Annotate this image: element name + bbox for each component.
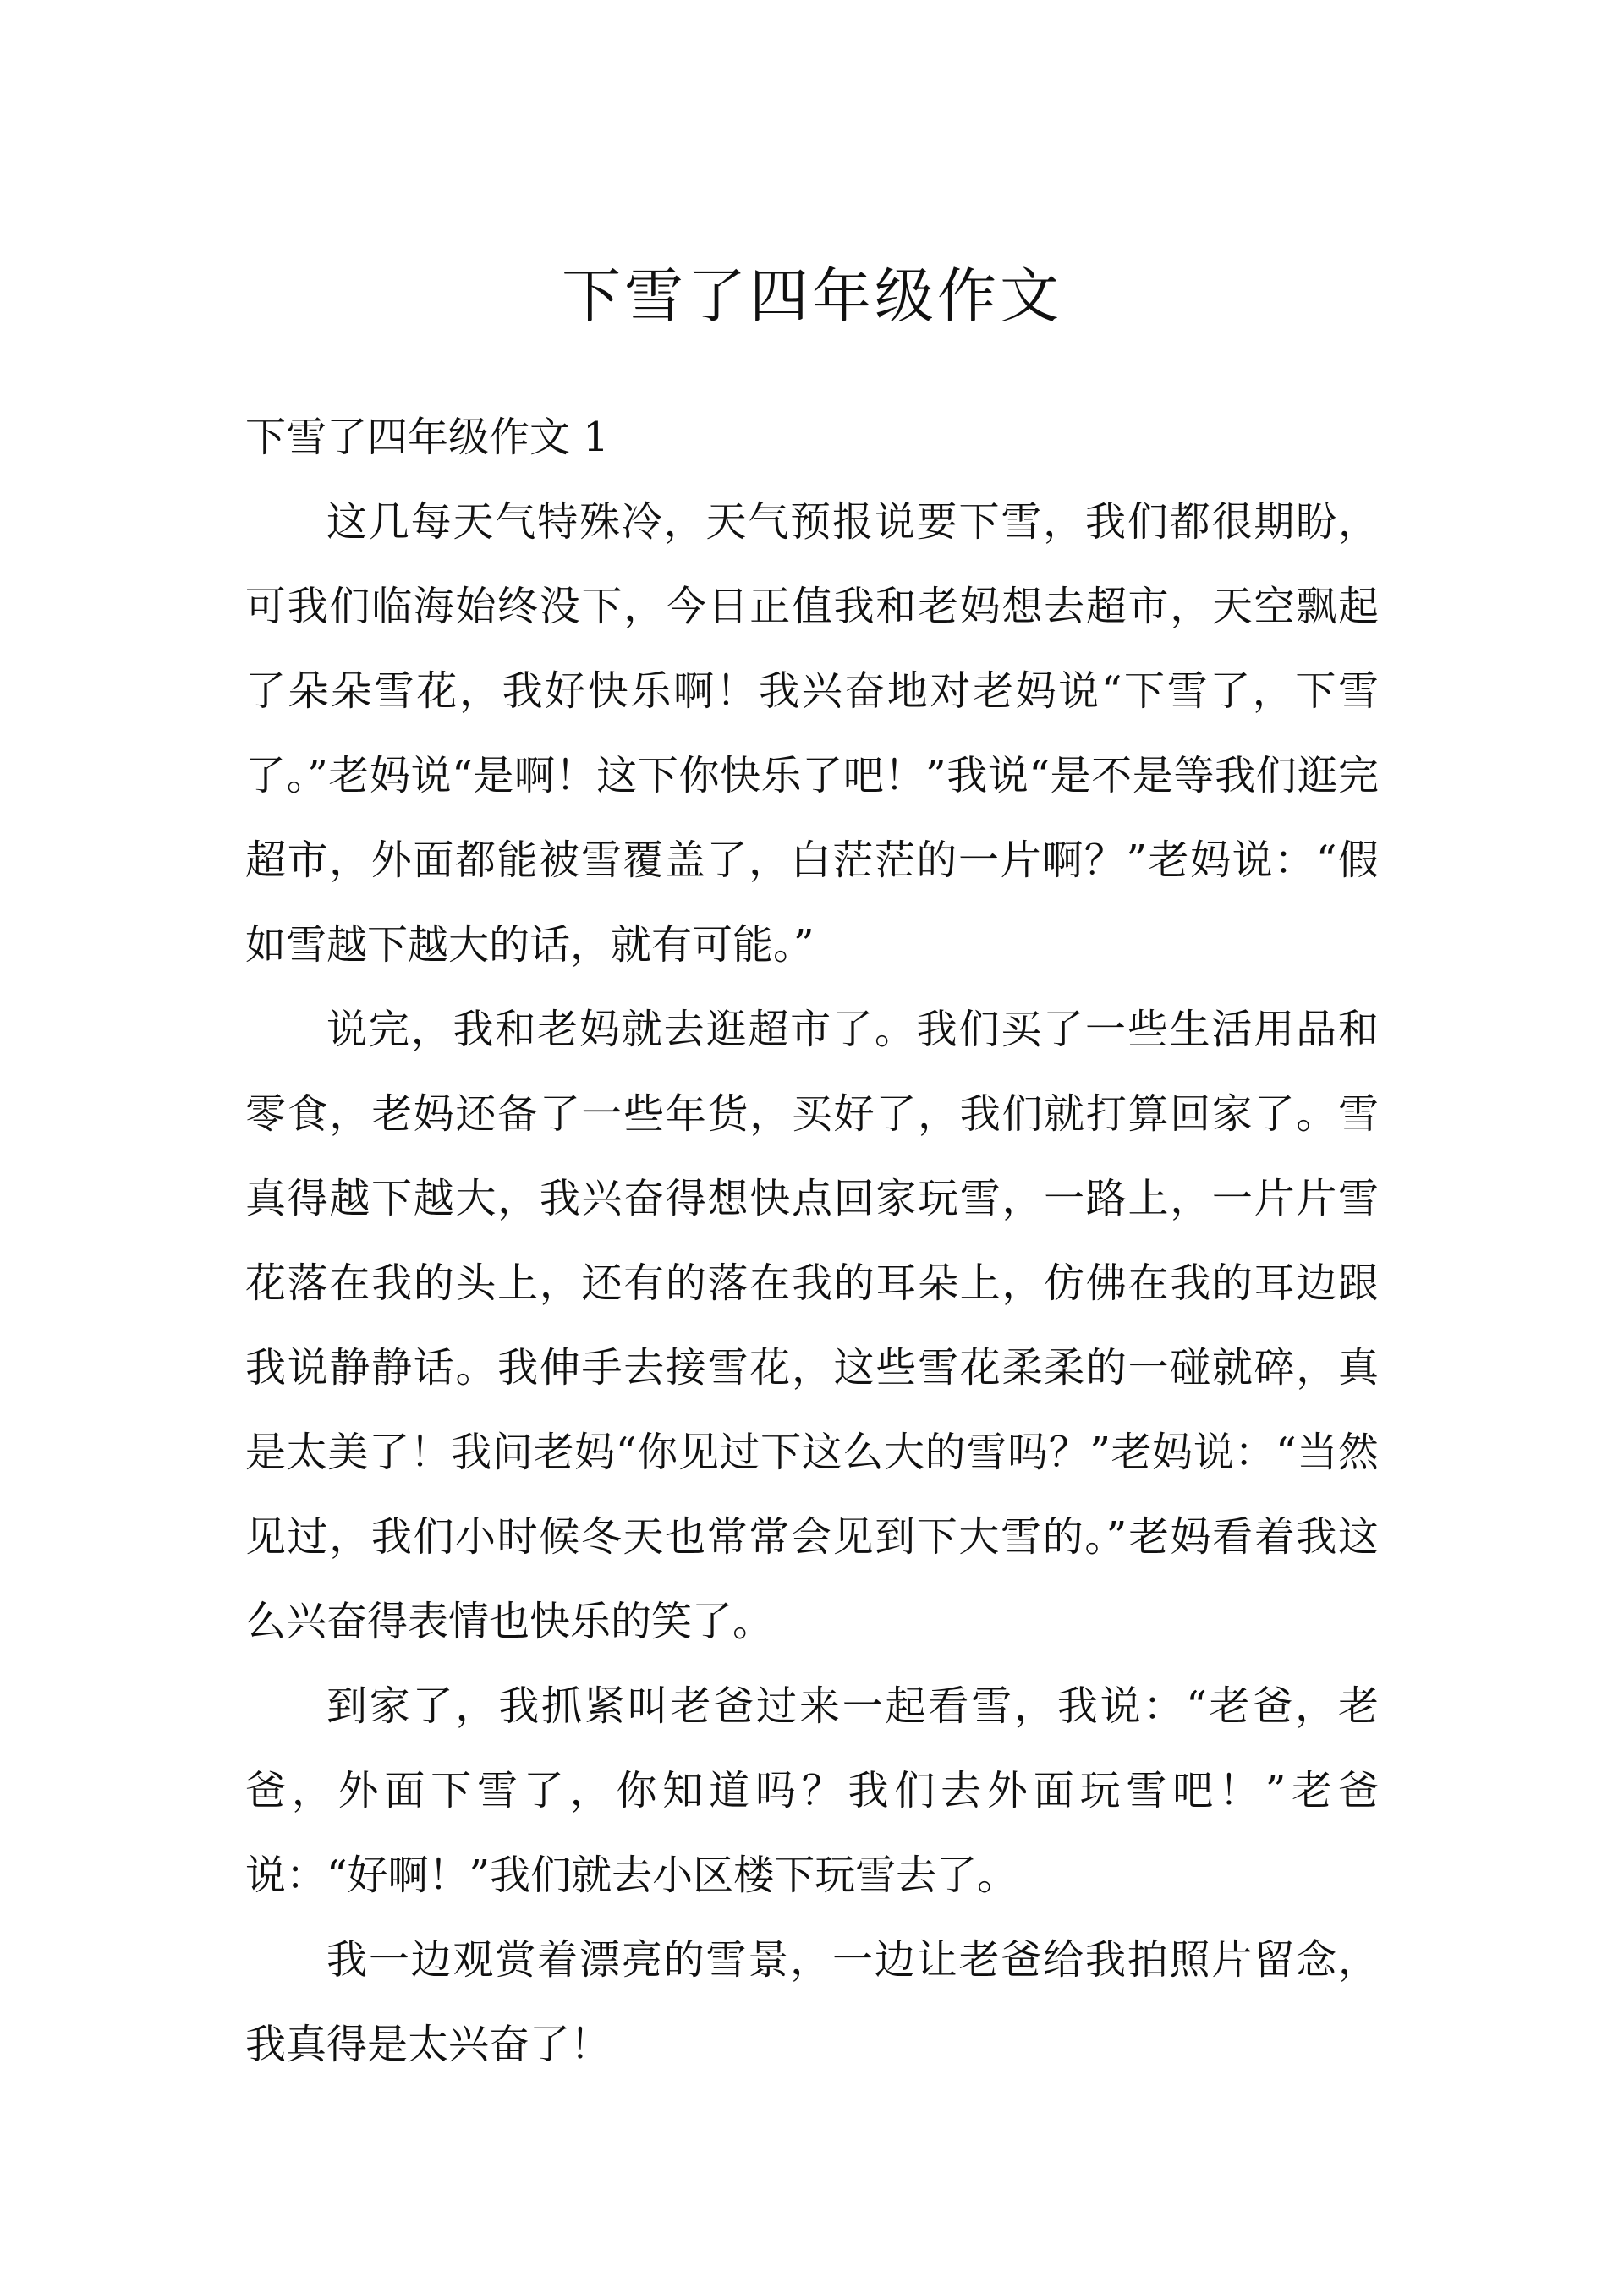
document-title: 下雪了四年级作文 [562,261,1062,331]
section-heading: 下雪了四年级作文 1 [245,414,609,461]
paragraph-2: 说完，我和老妈就去逛超市了。我们买了一些生活用品和零食，老妈还备了一些年货，买好了，我们就打算回家了。雪真得越下越大，我兴奋得想快点回家玩雪，一路上，一片片雪花落在我的头上，还有的落在我的耳朵上，仿佛在我的耳边跟我说静静话。我伸手去接雪花，这些雪花柔柔的一碰就碎，真是太美了！我问老妈“你见过下这么大的雪吗？”老妈说：“当然见过，我们小时候冬天也常常会见到下大雪的。”老妈看着我这么兴奋得表情也快乐的笑了。 [245,1006,1379,1645]
document-body [245,395,1379,2087]
paragraph-4: 我一边观赏着漂亮的雪景，一边让老爸给我拍照片留念，我真得是太兴奋了！ [245,1936,1379,2068]
paragraph-3: 到家了，我抓紧叫老爸过来一起看雪，我说：“老爸，老爸，外面下雪了，你知道吗？我们去外面玩雪吧！”老爸说：“好啊！”我们就去小区楼下玩雪去了。 [245,1682,1379,1899]
paragraph-1: 这几每天气特殊冷，天气预报说要下雪，我们都很期盼，可我们临海始终没下，今日正值我和老妈想去超市，天空飘起了朵朵雪花，我好快乐啊！我兴奋地对老妈说“下雪了，下雪了。”老妈说“是啊！这下你快乐了吧！”我说“是不是等我们逛完超市，外面都能被雪覆盖了，白茫茫的一片啊？”老妈说：“假如雪越下越大的话，就有可能。” [245,498,1379,969]
